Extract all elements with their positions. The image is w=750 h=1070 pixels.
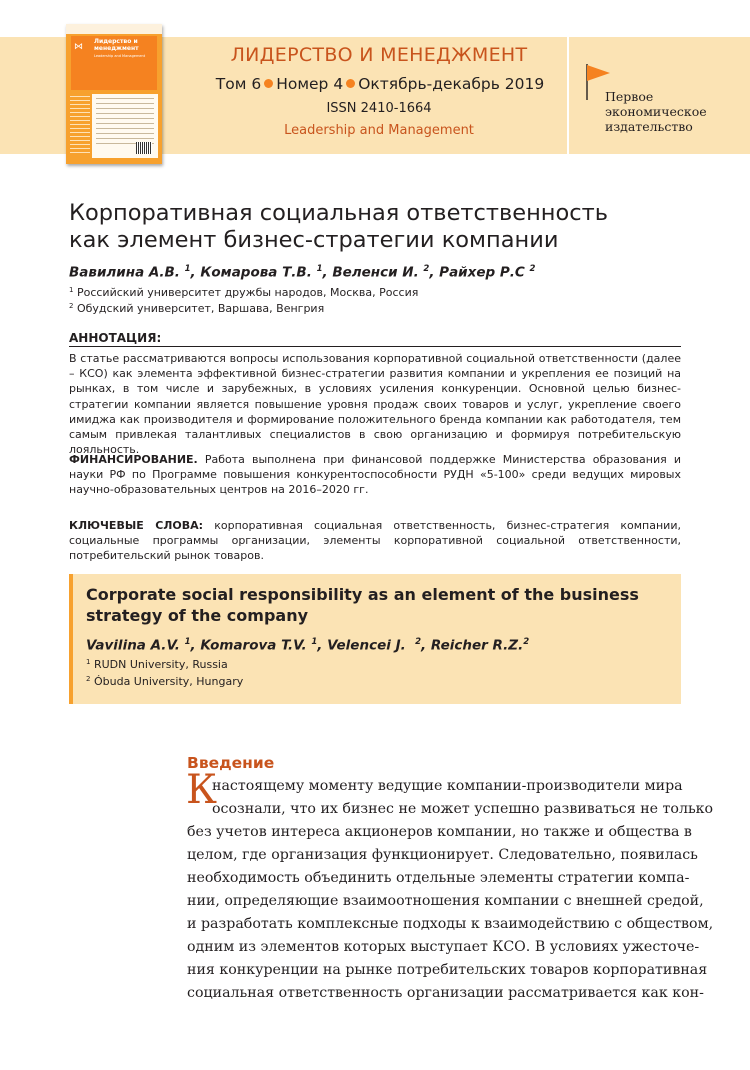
publisher-line-1: Первое [605,89,654,104]
body-line: настоящему моменту ведущие компании-производители мира [212,778,683,794]
authors [69,264,535,281]
body-line: нии, определяющие взаимоотношения компании с внешней средой, [187,893,704,909]
body-line: и разработать комплексные подходы к взаимодействию с обществом, [187,916,714,932]
publisher-name [605,89,735,134]
publisher-line-3: издательство [605,119,693,134]
affiliation-number: 1 [69,286,74,294]
affiliation-text: Российский университет дружбы народов, Москва, Россия [76,286,419,299]
issue-period: Октябрь-декабрь 2019 [358,75,545,93]
abstract-divider [69,346,681,347]
issue-number: Номер 4 [276,75,344,93]
cover-contents-text [96,98,154,148]
author-affiliation-mark: 1 [184,637,191,647]
issue-line [190,75,570,93]
english-title-line-1: Corporate social responsibility as an element of the business [86,585,639,604]
header-divider [567,37,569,154]
author-affiliation-mark: 2 [423,264,430,274]
body-line: ния конкуренции на рынке потребительских товаров корпоративная [187,962,708,978]
dot-separator-icon [264,79,273,88]
author-name: , Веленси И. [322,264,419,281]
english-summary-accent-bar [69,574,73,704]
drop-cap: К [186,767,217,813]
author-affiliation-mark: 2 [415,637,422,647]
affiliation-text: RUDN University, Russia [93,658,228,671]
bowtie-icon: ⋈ [74,42,83,52]
keywords-paragraph [69,518,681,564]
article-title [69,200,709,254]
journal-title-en: Leadership and Management [284,123,474,138]
body-line: необходимость объединить отдельные элементы стратегии компа- [187,870,690,886]
body-line: социальная ответственность организации рассматривается как кон- [187,985,704,1001]
journal-title: ЛИДЕРСТВО И МЕНЕДЖМЕНТ [230,44,528,66]
affiliation-text: Óbuda University, Hungary [93,675,244,688]
dot-separator-icon [346,79,355,88]
issn: ISSN 2410-1664 [326,101,432,116]
english-affiliation [86,675,243,688]
article-title-line-2: как элемент бизнес-стратегии компании [69,227,559,253]
abstract-heading: АННОТАЦИЯ: [69,331,162,345]
body-line: целом, где организация функционирует. Следовательно, появилась [187,847,698,863]
body-line: без учетов интереса акционеров компании, но также и общества в [187,824,692,840]
english-affiliation [86,658,228,671]
keywords-label: КЛЮЧЕВЫЕ СЛОВА: [69,519,204,532]
author-name: , Комарова Т.В. [190,264,312,281]
body-line: одним из элементов которых выступает КСО. В условиях ужесточе- [187,939,700,955]
author-affiliation-mark: 1 [184,264,191,274]
barcode-icon [136,142,152,154]
author-name: , Komarova T.V. [190,637,307,654]
cover-title: Лидерство и менеджмент [94,38,139,52]
introduction-heading: Введение [187,754,275,772]
cover-contents-lines [70,96,90,156]
author-affiliation-mark: 1 [316,264,323,274]
keywords-text: корпоративная социальная ответственность, бизнес-стратегия компании, социальные программы организации, элементы корпоративной социальной ответственности, потребительский рынок товаров. [69,519,681,563]
affiliation-text: Обудский университет, Варшава, Венгрия [76,302,325,315]
journal-cover-thumbnail [66,24,162,164]
abstract-text: В статье рассматриваются вопросы использования корпоративной социальной ответственности (далее – КСО) как элемента эффективной бизнес-стратегии развития компании и укрепления ее позиций на рынках, в том числе и зарубежных, в условиях усиления конкуренции. Основной целью бизнес-стратегии компании является повышение уровня продаж своих товаров и услуг, укрепление своего имиджа как производителя и формирование положительного бренда компании как работодателя, тем самым привлекая талантливых специалистов в свою организацию и формируя потребительскую лояльность. [69,352,681,457]
cover-subtitle: Leadership and Management [94,54,146,58]
english-authors [86,637,529,654]
english-title-line-2: strategy of the company [86,606,309,625]
volume: Том 6 [215,75,262,93]
author-name: , Reicher R.Z. [421,637,524,654]
publisher-line-2: экономическое [605,104,707,119]
affiliation-number: 2 [69,302,74,310]
author-name: , Райхер Р.С [429,264,525,281]
author-affiliation-mark: 1 [311,637,318,647]
author-affiliation-mark: 2 [523,637,530,647]
cover-top-strip [66,24,162,34]
author-name: Vavilina A.V. [86,637,180,654]
funding-label: ФИНАНСИРОВАНИЕ. [69,453,198,466]
affiliation-number: 1 [86,658,91,666]
english-title [86,584,646,626]
affiliation [69,286,418,299]
author-affiliation-mark: 2 [529,264,536,274]
funding-paragraph [69,452,681,498]
article-title-line-1: Корпоративная социальная ответственность [69,200,609,226]
body-line: осознали, что их бизнес не может успешно развиваться не только [212,801,714,817]
author-name: Вавилина А.В. [69,264,180,281]
affiliation-number: 2 [86,675,91,683]
funding-text: Работа выполнена при финансовой поддержке Министерства образования и науки РФ по Программе повышения конкурентоспособности РУДН «5-100» среди ведущих мировых научно-образовательных центров на 2016–2020 гг. [69,453,681,497]
author-name: , Velencei J. [317,637,411,654]
affiliation [69,302,324,315]
